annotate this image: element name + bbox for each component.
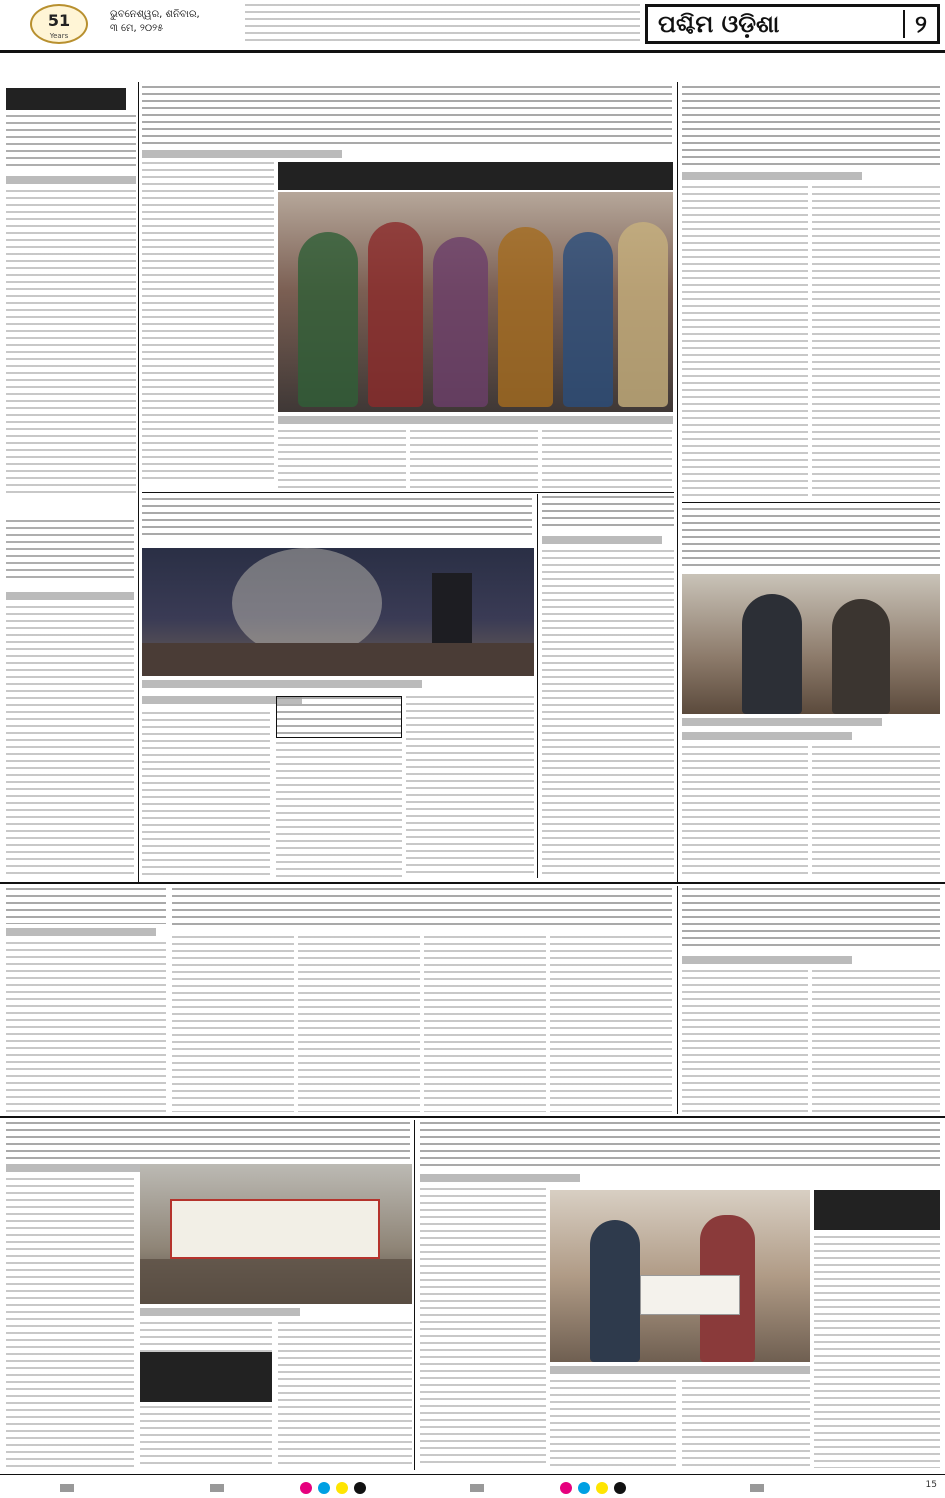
- siblings-caption: [682, 718, 882, 726]
- footer: [0, 1478, 945, 1498]
- right-body-2b: [812, 746, 940, 878]
- main-col-2: [278, 430, 406, 488]
- second-headline: [142, 498, 532, 540]
- brief-byline-1: [6, 176, 136, 184]
- exploitation-col-2b: [140, 1406, 272, 1468]
- masthead: [0, 0, 945, 48]
- minister-byline: [420, 1174, 580, 1182]
- page-number: ୨: [903, 10, 927, 38]
- left-body-2: [6, 606, 134, 874]
- minister-col-3: [682, 1380, 810, 1468]
- right-col-divider: [677, 82, 678, 882]
- masthead-rule: [0, 50, 945, 53]
- right-body-1a: [682, 186, 808, 498]
- main-photo: [278, 192, 673, 412]
- panchayat-col-1: [172, 936, 294, 1112]
- minister-col-2: [550, 1380, 676, 1468]
- absentees-body-b: [812, 970, 940, 1112]
- main-col-4: [542, 430, 672, 488]
- rally-caption: [140, 1308, 300, 1316]
- main-col-1: [142, 162, 274, 482]
- doctor-byline: [542, 536, 662, 544]
- left-byline-2: [6, 592, 134, 600]
- panchayat-headline: [172, 888, 672, 930]
- right-byline-2: [682, 732, 852, 740]
- ceremony-caption: [142, 680, 422, 688]
- panchayat-col-2: [298, 936, 420, 1112]
- rally-photo: [140, 1164, 412, 1304]
- right-headline-1: [682, 86, 940, 166]
- section-name: ପଶ୍ଚିମ ଓଡ଼ିଶା: [658, 10, 780, 38]
- labour-day-box: [814, 1190, 940, 1230]
- left-headline-2: [6, 520, 134, 582]
- doctor-headline: [542, 496, 674, 530]
- second-col-2: [276, 742, 402, 877]
- main-col-3: [410, 430, 538, 488]
- labour-day-body: [814, 1236, 940, 1468]
- badge-sub: Years: [49, 32, 69, 40]
- absentees-headline: [682, 888, 940, 950]
- panchayat-col-3: [424, 936, 546, 1112]
- briefs-header: [6, 88, 126, 110]
- brief-body-1: [6, 190, 136, 495]
- meeting-brief-headline: [6, 888, 166, 924]
- panchayat-col-4: [550, 936, 672, 1112]
- cheque-photo: [550, 1190, 810, 1362]
- band-rule-2: [0, 1116, 945, 1118]
- absentees-body-a: [682, 970, 808, 1112]
- right-rule-1: [682, 502, 940, 503]
- brief-headline-1: [6, 115, 136, 171]
- minister-col-1: [420, 1188, 546, 1468]
- registration-mark: [300, 1482, 312, 1494]
- right-byline-1: [682, 172, 862, 180]
- section-tag: [645, 4, 940, 44]
- masthead-teaser-text: [245, 4, 640, 44]
- main-photo-caption: [278, 416, 673, 424]
- rally-subhead-box: [140, 1352, 272, 1402]
- main-subhead: [278, 162, 673, 190]
- exploitation-byline: [6, 1164, 156, 1172]
- exploitation-col-3: [278, 1322, 412, 1468]
- badge-number: 51: [47, 11, 71, 30]
- footer-rule: [0, 1474, 945, 1475]
- left-col-divider: [138, 82, 139, 882]
- band-rule-1: [0, 882, 945, 884]
- date-line: ଭୁବନେଶ୍ୱର, ଶନିବାର, ୩ ମେ, ୨୦୨୫: [110, 9, 200, 34]
- ceremony-photo: [142, 548, 534, 676]
- cheque-caption: [550, 1366, 810, 1374]
- right-headline-2: [682, 508, 940, 568]
- main-story-rule: [142, 492, 674, 493]
- siblings-photo: [682, 574, 940, 714]
- middle-divider: [537, 494, 538, 878]
- exploitation-headline: [6, 1122, 410, 1160]
- doctor-body: [542, 550, 674, 876]
- footer-page-ref: 15: [925, 1480, 937, 1490]
- drama-box: [276, 696, 402, 738]
- exploitation-col-2: [140, 1322, 272, 1352]
- bottom-divider: [414, 1120, 415, 1470]
- second-col-3: [406, 696, 534, 877]
- anniversary-badge: [30, 4, 88, 44]
- minister-headline: [420, 1122, 940, 1168]
- exploitation-col-1: [6, 1178, 134, 1468]
- right-body-2a: [682, 746, 808, 878]
- second-col-1: [142, 712, 270, 877]
- main-byline: [142, 150, 342, 158]
- mid-band-divider: [677, 886, 678, 1114]
- meeting-brief-byline: [6, 928, 156, 936]
- meeting-brief-body: [6, 942, 166, 1112]
- right-body-1b: [812, 186, 940, 498]
- absentees-byline: [682, 956, 852, 964]
- main-headline: [142, 86, 672, 146]
